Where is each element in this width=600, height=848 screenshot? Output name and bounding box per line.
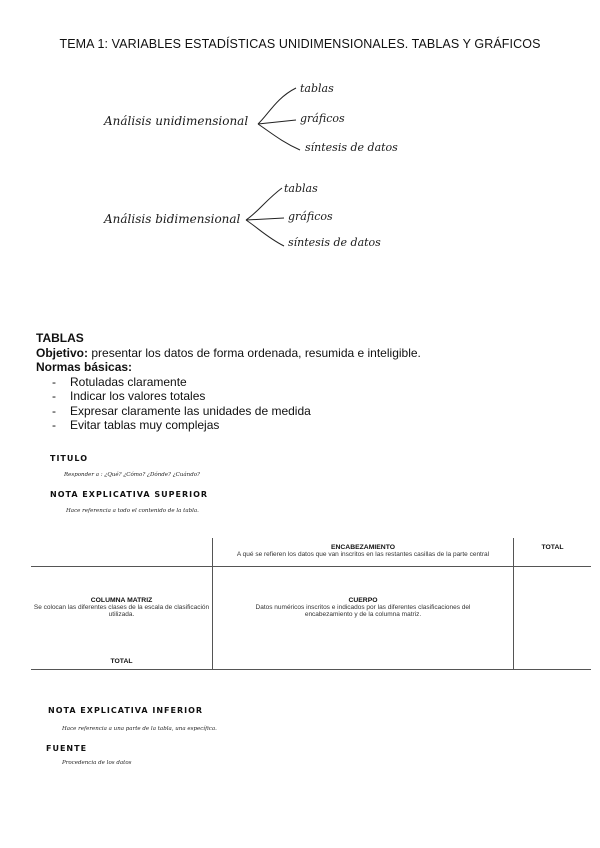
nota-superior-label: NOTA EXPLICATIVA SUPERIOR	[50, 490, 209, 499]
table-template	[31, 538, 591, 670]
encabezamiento-label: ENCABEZAMIENTO	[330, 544, 396, 551]
nota-inferior-text: Hace referencia a una parte de la tabla, una específica.	[62, 726, 217, 732]
total-row-label: TOTAL	[110, 657, 133, 665]
normas-label: Normas básicas:	[36, 360, 133, 374]
objetivo-line	[36, 346, 576, 361]
total-header-cell	[514, 538, 592, 566]
cuerpo-text: Datos numéricos inscritos e indicados por las diferentes clasificaciones del encabezamiento y de la columna matriz.	[255, 603, 471, 618]
cuerpo-cell	[213, 566, 514, 669]
nota-superior-text: Hace referencia a todo el contenido de la tabla.	[66, 508, 199, 514]
list-item: - Evitar tablas muy complejas	[36, 418, 576, 433]
list-item: - Rotuladas claramente	[36, 375, 576, 390]
total-column-cell	[514, 566, 592, 669]
fuente-text: Procedencia de los datos	[62, 760, 132, 766]
diagram-branch-label: tablas	[284, 182, 318, 195]
diagram-branch-label: tablas	[300, 82, 334, 95]
list-item: - Indicar los valores totales	[36, 389, 576, 404]
diagram-root-label: Análisis unidimensional	[104, 114, 249, 128]
empty-corner-cell	[31, 538, 213, 566]
titulo-label: TITULO	[50, 454, 88, 463]
diagram-branch-label: síntesis de datos	[305, 141, 398, 154]
diagram-branch-label: gráficos	[288, 210, 333, 223]
section-heading: TABLAS	[36, 331, 84, 345]
diagram-root-label: Análisis bidimensional	[104, 212, 241, 226]
columna-matriz-cell	[31, 566, 213, 669]
cuerpo-label: CUERPO	[348, 596, 378, 604]
fuente-label: FUENTE	[46, 744, 88, 753]
nota-inferior-label: NOTA EXPLICATIVA INFERIOR	[48, 706, 204, 715]
objetivo-label: Objetivo:	[36, 345, 89, 360]
total-header: TOTAL	[541, 544, 564, 551]
tablas-section	[36, 331, 576, 433]
columna-matriz-label: COLUMNA MATRIZ	[90, 596, 153, 604]
diagram-bidimensional	[0, 172, 600, 262]
encabezamiento-cell	[213, 538, 514, 566]
diagram-branch-label: síntesis de datos	[288, 236, 381, 249]
encabezamiento-text: A qué se refieren los datos que van inscritos en las restantes casillas de la parte central	[236, 551, 490, 558]
page-title: TEMA 1: VARIABLES ESTADÍSTICAS UNIDIMENSIONALES. TABLAS Y GRÁFICOS	[59, 37, 541, 51]
diagram-unidimensional	[0, 70, 600, 170]
titulo-text: Responder a : ¿Qué? ¿Cómo? ¿Dónde? ¿Cuándo?	[64, 472, 201, 478]
list-item: - Expresar claramente las unidades de medida	[36, 404, 576, 419]
diagram-branch-label: gráficos	[300, 112, 345, 125]
columna-matriz-text: Se colocan las diferentes clases de la escala de clasificación utilizada.	[33, 603, 210, 618]
objetivo-text: presentar los datos de forma ordenada, resumida e inteligible.	[88, 345, 421, 360]
normas-list	[36, 375, 576, 433]
